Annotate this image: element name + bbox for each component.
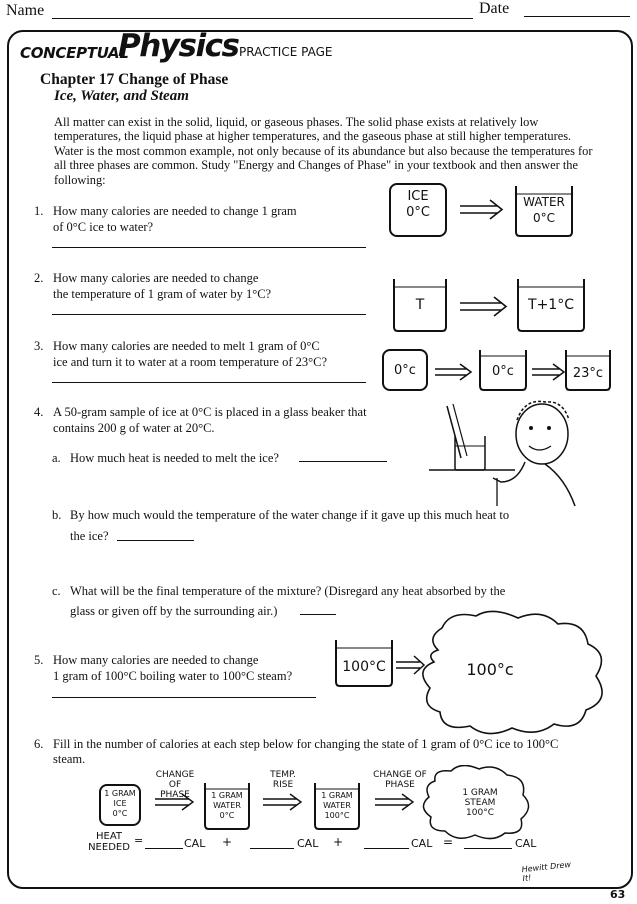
- water-100c-box-text: 1 GRAM WATER 100°C: [321, 791, 353, 820]
- water-0c-label: 0°c: [492, 364, 514, 379]
- page-number: 63: [610, 888, 626, 901]
- q4-line2: contains 200 g of water at 20°C.: [53, 421, 215, 435]
- q4a-label: a.: [52, 451, 61, 465]
- water-box-label-2: 0°C: [532, 211, 555, 225]
- ice-box-label-1: ICE: [407, 189, 429, 204]
- needed-label: NEEDED: [88, 842, 130, 853]
- q2-answer-line[interactable]: [52, 314, 366, 315]
- cal-blank-3[interactable]: [364, 848, 409, 849]
- chapter-subtitle: Ice, Water, and Steam: [54, 88, 189, 104]
- plus-sign-2: +: [333, 835, 344, 849]
- q4b-line2: the ice?: [70, 529, 109, 543]
- q6-line2: steam.: [53, 752, 86, 766]
- chapter-title: Chapter 17 Change of Phase: [40, 71, 229, 88]
- plus-sign-1: +: [222, 835, 233, 849]
- step3-label: CHANGE OF PHASE: [373, 770, 427, 790]
- q4a-text: How much heat is needed to melt the ice?: [70, 451, 279, 465]
- equals-sign-2: =: [443, 835, 454, 849]
- q4b-label: b.: [52, 508, 62, 522]
- q5-number: 5.: [34, 653, 44, 667]
- q2-number: 2.: [34, 271, 44, 285]
- q4-number: 4.: [34, 405, 44, 419]
- q2-line1: How many calories are needed to change: [53, 271, 259, 285]
- scientist-beaker-illustration: [425, 398, 600, 508]
- steam-cloud-label: 100°c: [466, 660, 514, 679]
- q5-line2: 1 gram of 100°C boiling water to 100°C steam?: [53, 669, 293, 683]
- q1-line1: How many calories are needed to change 1 gram: [53, 204, 297, 218]
- hewitt-signature: Hewitt Drew It!: [521, 860, 572, 884]
- step1-label: CHANGE OF PHASE: [155, 770, 195, 800]
- boiling-water-label: 100°C: [342, 659, 386, 675]
- cal-blank-1[interactable]: [145, 848, 183, 849]
- q3-line1: How many calories are needed to melt 1 gram of 0°C: [53, 339, 320, 353]
- cal-label-2: CAL: [297, 837, 319, 850]
- cal-blank-total[interactable]: [464, 848, 512, 849]
- water-box-label-1: WATER: [523, 195, 565, 209]
- step2-label: TEMP. RISE: [270, 770, 296, 790]
- q4-line1: A 50-gram sample of ice at 0°C is placed in a glass beaker that: [53, 405, 367, 419]
- cal-label-total: CAL: [515, 837, 537, 850]
- q6-line1: Fill in the number of calories at each step below for changing the state of 1 gram of 0°C ice to 100°C: [53, 737, 559, 751]
- brand-physics: Physics: [118, 28, 239, 64]
- q4c-line2: glass or given off by the surrounding air.): [70, 604, 278, 618]
- ice-box-text: 1 GRAM ICE 0°C: [104, 789, 136, 818]
- ice-0c-label: 0°c: [394, 363, 416, 378]
- brand-conceptual: CONCEPTUAL: [20, 44, 129, 62]
- q4b-line1: By how much would the temperature of the water change if it gave up this much heat to: [70, 508, 510, 522]
- t-box-label: T: [415, 297, 425, 313]
- name-label: Name: [6, 2, 45, 19]
- q5-line1: How many calories are needed to change: [53, 653, 259, 667]
- water-23c-label: 23°c: [572, 366, 604, 381]
- intro-paragraph: All matter can exist in the solid, liquid, or gaseous phases. The solid phase exists at relatively low temperatures, the liquid phase at higher temperatures, and the gaseous phase at still higher temperatures. Water is the most common example, not only because of its abundance but also because the temperatures for all three phases are common. Study "Energy and Changes of Phase" in your textbook and then answer the following:: [54, 115, 593, 187]
- date-label: Date: [479, 0, 510, 17]
- ice-box-label-2: 0°C: [406, 205, 430, 220]
- q4b-answer-line[interactable]: [117, 540, 194, 541]
- heat-label: HEAT: [95, 831, 122, 842]
- q3-answer-line[interactable]: [52, 382, 366, 383]
- cal-label-3: CAL: [411, 837, 433, 850]
- q2-line2: the temperature of 1 gram of water by 1°C?: [53, 287, 272, 301]
- q5-answer-line[interactable]: [52, 697, 316, 698]
- q4c-line1: What will be the final temperature of the mixture? (Disregard any heat absorbed by the: [70, 584, 506, 598]
- q3-number: 3.: [34, 339, 44, 353]
- q1-answer-line[interactable]: [52, 247, 366, 248]
- date-field[interactable]: [524, 16, 630, 17]
- cal-label-1: CAL: [184, 837, 206, 850]
- cal-blank-2[interactable]: [250, 848, 294, 849]
- q4a-answer-line[interactable]: [299, 461, 387, 462]
- q4c-label: c.: [52, 584, 61, 598]
- q3-line2: ice and turn it to water at a room temperature of 23°C?: [53, 355, 327, 369]
- name-field[interactable]: [52, 18, 473, 19]
- q1-number: 1.: [34, 204, 44, 218]
- steam-cloud-text: 1 GRAM STEAM 100°C: [462, 788, 498, 818]
- practice-page-label: PRACTICE PAGE: [239, 45, 333, 59]
- q1-line2: of 0°C ice to water?: [53, 220, 154, 234]
- t-plus-one-box-label: T+1°C: [528, 297, 574, 313]
- water-0c-box-text: 1 GRAM WATER 0°C: [211, 791, 243, 820]
- q6-number: 6.: [34, 737, 44, 751]
- equals-sign-1: =: [134, 834, 144, 847]
